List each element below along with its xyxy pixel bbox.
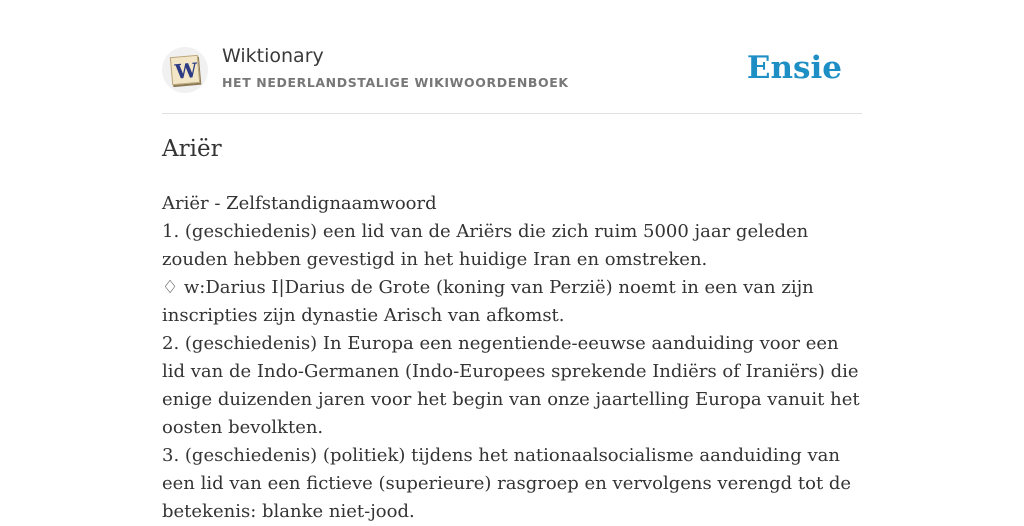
- definition-content: [162, 190, 862, 526]
- wiktionary-logo-icon[interactable]: [162, 47, 208, 93]
- example-1: ♢ w:Darius I|Darius de Grote (koning van Perzië) noemt in een van zijn inscripties zijn dynastie Arisch van afkomst.: [162, 277, 814, 326]
- site-name[interactable]: Wiktionary: [222, 45, 324, 67]
- page: [162, 0, 862, 522]
- definition-2: 2. (geschiedenis) In Europa een negentiende-eeuwse aanduiding voor een lid van de Indo-Germanen (Indo-Europees sprekende Indiërs of Iraniërs) die enige duizenden jaren voor het begin van onze jaartelling Europa vanuit het oosten bevolkten.: [162, 333, 860, 438]
- site-header: [162, 0, 862, 114]
- definition-1: 1. (geschiedenis) een lid van de Ariërs die zich ruim 5000 jaar geleden zouden hebben gevestigd in het huidige Iran en omstreken.: [162, 221, 809, 270]
- ensie-brand-link[interactable]: Ensie: [746, 50, 842, 86]
- definition-3: 3. (geschiedenis) (politiek) tijdens het nationaalsocialisme aanduiding van een lid van een fictieve (superieure) rasgroep en vervolgens verengd tot de betekenis: blanke niet-jood.: [162, 445, 852, 522]
- word-type-line: Ariër - Zelfstandignaamwoord: [162, 193, 437, 214]
- site-tagline: HET NEDERLANDSTALIGE WIKIWOORDENBOEK: [222, 75, 569, 90]
- logo-letter: W: [173, 57, 199, 84]
- logo-tile: [170, 55, 200, 85]
- page-title: Ariër: [162, 136, 222, 162]
